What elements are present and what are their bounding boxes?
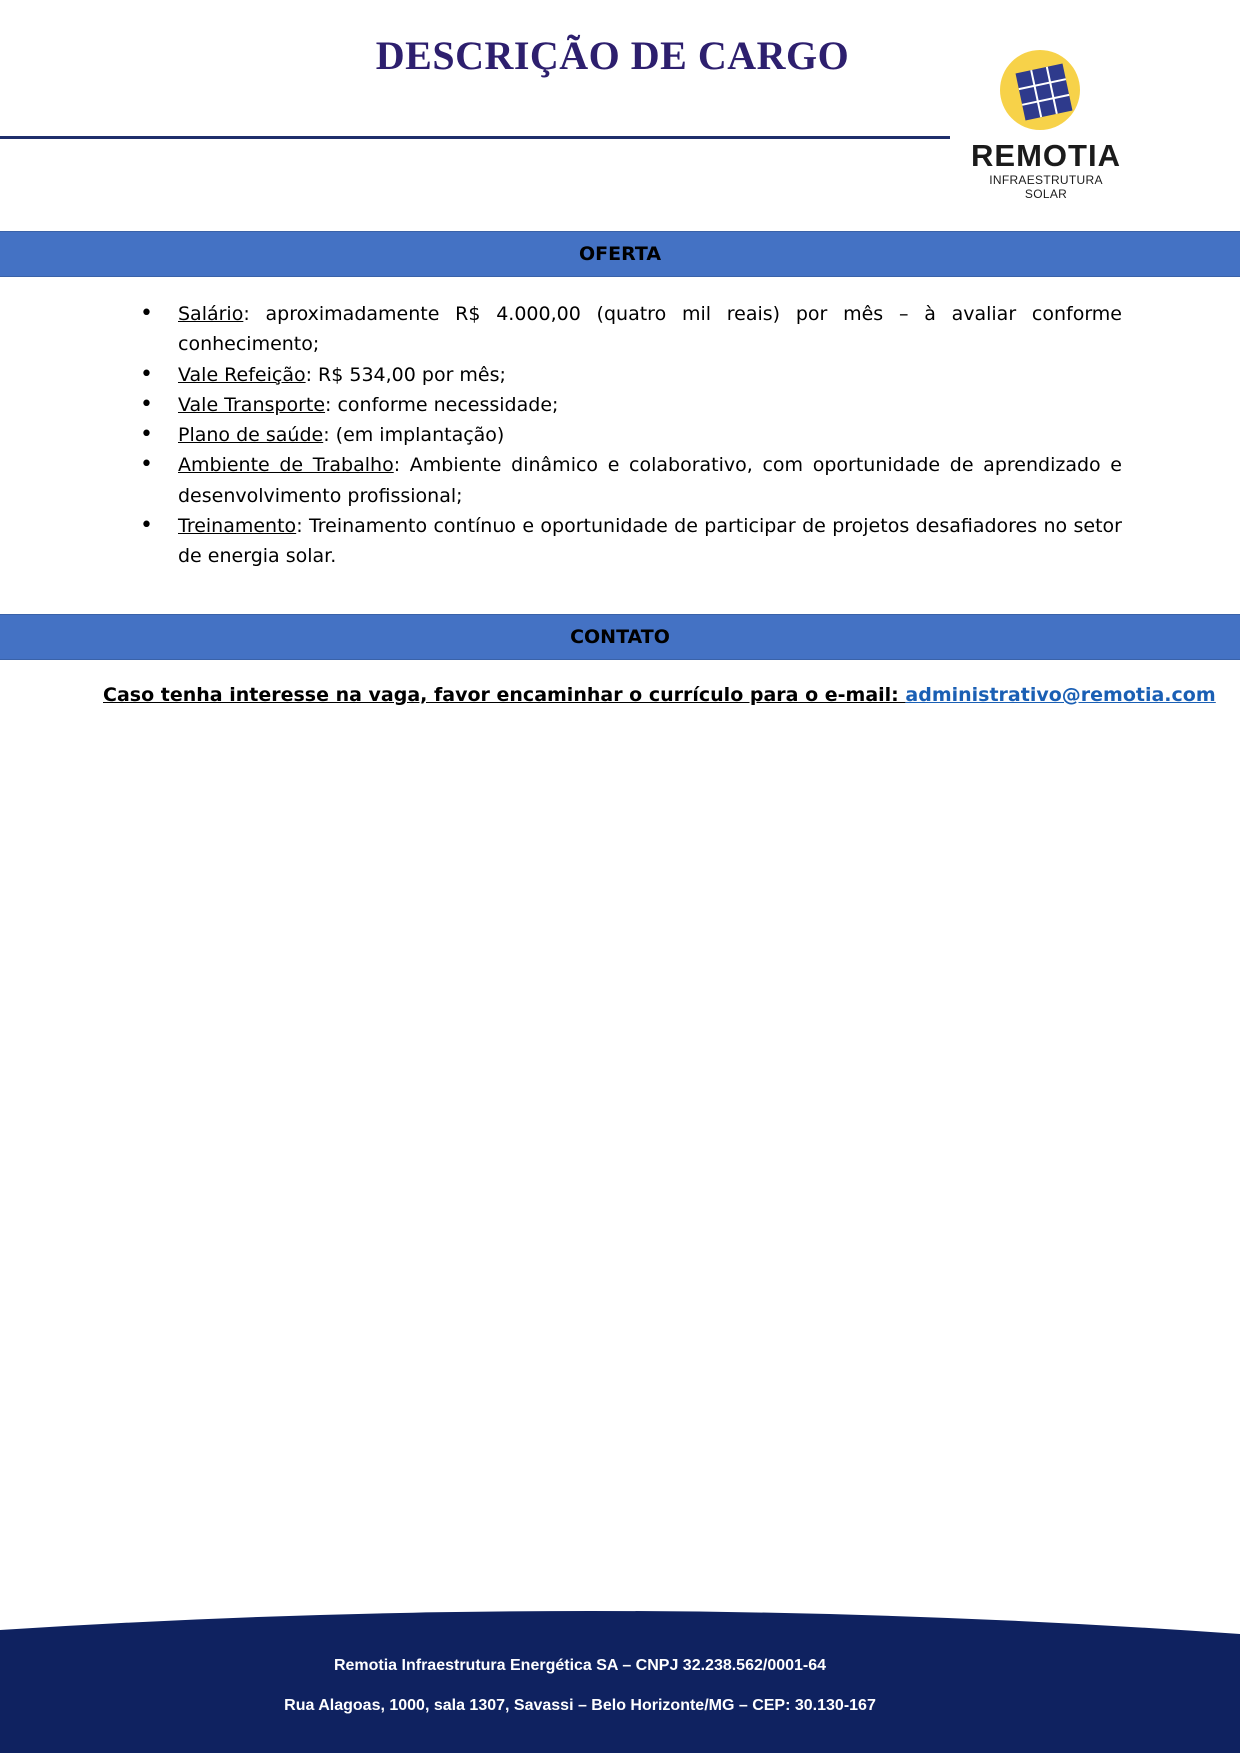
contact-text: Caso tenha interesse na vaga, favor encaminhar o currículo para o e-mail:: [103, 684, 906, 706]
list-item: [178, 360, 1122, 390]
offer-list: [178, 299, 1122, 572]
list-item: [178, 450, 1122, 511]
contact-instruction: [103, 684, 1216, 706]
item-text: : aproximadamente R$ 4.000,00 (quatro mil reais) por mês – à avaliar conforme conhecimento;: [178, 303, 1122, 356]
solar-panel-logo-icon: [998, 48, 1082, 132]
list-item: [178, 511, 1122, 572]
list-item: [178, 390, 1122, 420]
logo-brand-name: REMOTIA: [971, 138, 1121, 173]
section-header-contato: CONTATO: [0, 614, 1240, 660]
item-text: : R$ 534,00 por mês;: [305, 363, 506, 386]
logo-tagline: INFRAESTRUTURA SOLAR: [989, 173, 1103, 201]
section-header-oferta: OFERTA: [0, 231, 1240, 277]
footer-wave-background: [0, 1600, 1240, 1753]
item-text: : Ambiente dinâmico e colaborativo, com oportunidade de aprendizado e desenvolvimento profissional;: [178, 454, 1122, 507]
footer: [0, 1600, 1240, 1753]
item-term: Treinamento: [178, 515, 297, 538]
footer-address: Rua Alagoas, 1000, sala 1307, Savassi – Belo Horizonte/MG – CEP: 30.130-167: [284, 1697, 876, 1714]
item-term: Plano de saúde: [178, 424, 324, 447]
title-divider: [0, 136, 950, 139]
list-item: [178, 299, 1122, 360]
item-term: Salário: [178, 303, 244, 325]
list-item: [178, 420, 1122, 450]
item-term: Vale Refeição: [178, 363, 306, 386]
footer-company-info: Remotia Infraestrutura Energética SA – CNPJ 32.238.562/0001-64: [333, 1657, 827, 1674]
page-title: DESCRIÇÃO DE CARGO: [375, 33, 850, 78]
email-link[interactable]: administrativo@remotia.com: [905, 684, 1216, 706]
item-term: Vale Transporte: [178, 393, 326, 416]
company-logo: [962, 40, 1122, 201]
item-text: : Treinamento contínuo e oportunidade de participar de projetos desafiadores no setor de energia solar.: [178, 515, 1122, 568]
item-text: : conforme necessidade;: [325, 393, 559, 416]
item-term: Ambiente de Trabalho: [178, 454, 394, 477]
item-text: : (em implantação): [323, 424, 505, 447]
